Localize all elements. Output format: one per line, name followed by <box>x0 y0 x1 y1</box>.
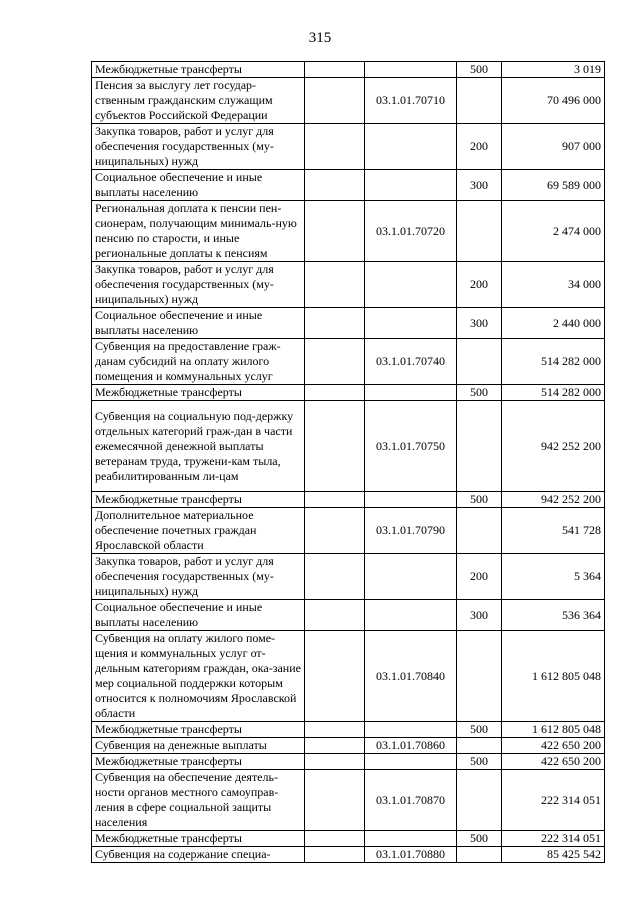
row-code: 03.1.01.70870 <box>365 770 457 831</box>
row-type: 200 <box>457 262 502 308</box>
row-section <box>305 201 365 262</box>
row-section <box>305 631 365 722</box>
row-type: 300 <box>457 600 502 631</box>
row-amount: 514 282 000 <box>502 339 605 385</box>
table-row <box>92 508 605 554</box>
row-code: 03.1.01.70750 <box>365 401 457 492</box>
table-row <box>92 201 605 262</box>
row-amount: 69 589 000 <box>502 170 605 201</box>
table-row <box>92 124 605 170</box>
row-type <box>457 201 502 262</box>
table-row <box>92 722 605 738</box>
row-name: Межбюджетные трансферты <box>92 754 305 770</box>
row-section <box>305 847 365 863</box>
row-amount: 514 282 000 <box>502 385 605 401</box>
row-name: Межбюджетные трансферты <box>92 385 305 401</box>
row-name: Закупка товаров, работ и услуг для обеспечения государственных (му-ниципальных) нужд <box>92 262 305 308</box>
row-section <box>305 170 365 201</box>
row-name: Субвенция на обеспечение деятель-ности органов местного самоуправ-ления в сфере социальной защиты населения <box>92 770 305 831</box>
row-name: Социальное обеспечение и иные выплаты населению <box>92 600 305 631</box>
row-code: 03.1.01.70860 <box>365 738 457 754</box>
row-type: 500 <box>457 385 502 401</box>
row-amount: 2 474 000 <box>502 201 605 262</box>
row-amount: 85 425 542 <box>502 847 605 863</box>
row-section <box>305 262 365 308</box>
table-row <box>92 631 605 722</box>
row-name: Дополнительное материальное обеспечение почетных граждан Ярославской области <box>92 508 305 554</box>
row-section <box>305 831 365 847</box>
row-code: 03.1.01.70740 <box>365 339 457 385</box>
row-code: 03.1.01.70840 <box>365 631 457 722</box>
row-section <box>305 401 365 492</box>
budget-table <box>91 61 605 863</box>
row-name: Социальное обеспечение и иные выплаты населению <box>92 170 305 201</box>
row-name: Межбюджетные трансферты <box>92 492 305 508</box>
table-row <box>92 262 605 308</box>
row-amount: 222 314 051 <box>502 831 605 847</box>
row-code: 03.1.01.70720 <box>365 201 457 262</box>
row-code <box>365 62 457 78</box>
row-name: Субвенция на предоставление граж-данам субсидий на оплату жилого помещения и коммунальных услуг <box>92 339 305 385</box>
row-section <box>305 722 365 738</box>
row-type <box>457 738 502 754</box>
row-name: Пенсия за выслугу лет государ-ственным гражданским служащим субъектов Российской Федерации <box>92 78 305 124</box>
table-row <box>92 62 605 78</box>
table-row <box>92 339 605 385</box>
row-amount: 34 000 <box>502 262 605 308</box>
row-code: 03.1.01.70710 <box>365 78 457 124</box>
table-row <box>92 600 605 631</box>
row-name: Межбюджетные трансферты <box>92 62 305 78</box>
row-name: Закупка товаров, работ и услуг для обеспечения государственных (му-ниципальных) нужд <box>92 124 305 170</box>
row-amount: 536 364 <box>502 600 605 631</box>
row-type: 500 <box>457 492 502 508</box>
row-type: 200 <box>457 124 502 170</box>
row-section <box>305 508 365 554</box>
table-row <box>92 738 605 754</box>
row-code <box>365 600 457 631</box>
row-section <box>305 754 365 770</box>
row-section <box>305 62 365 78</box>
row-section <box>305 124 365 170</box>
row-amount: 3 019 <box>502 62 605 78</box>
row-name: Субвенция на содержание специа- <box>92 847 305 863</box>
table-row <box>92 492 605 508</box>
row-type: 300 <box>457 308 502 339</box>
table-row <box>92 385 605 401</box>
row-type <box>457 339 502 385</box>
row-type <box>457 401 502 492</box>
row-code <box>365 492 457 508</box>
row-type <box>457 631 502 722</box>
row-section <box>305 554 365 600</box>
row-type: 300 <box>457 170 502 201</box>
table-row <box>92 847 605 863</box>
row-code: 03.1.01.70790 <box>365 508 457 554</box>
row-amount: 2 440 000 <box>502 308 605 339</box>
table-row <box>92 401 605 492</box>
table-row <box>92 554 605 600</box>
row-section <box>305 385 365 401</box>
row-name: Межбюджетные трансферты <box>92 722 305 738</box>
row-code <box>365 170 457 201</box>
row-amount: 907 000 <box>502 124 605 170</box>
row-type: 200 <box>457 554 502 600</box>
row-code <box>365 308 457 339</box>
row-amount: 422 650 200 <box>502 738 605 754</box>
row-name: Закупка товаров, работ и услуг для обеспечения государственных (му-ниципальных) нужд <box>92 554 305 600</box>
row-type <box>457 508 502 554</box>
table-row <box>92 831 605 847</box>
row-type <box>457 847 502 863</box>
row-amount: 422 650 200 <box>502 754 605 770</box>
row-name: Субвенция на социальную под-держку отдельных категорий граж-дан в части ежемесячной денежной выплаты ветеранам труда, тружени-кам тыла, реабилитированным ли-цам <box>92 401 305 492</box>
page-number: 315 <box>308 30 332 46</box>
row-type: 500 <box>457 831 502 847</box>
table-row <box>92 78 605 124</box>
row-section <box>305 600 365 631</box>
row-amount: 1 612 805 048 <box>502 722 605 738</box>
row-amount: 5 364 <box>502 554 605 600</box>
row-name: Субвенция на денежные выплаты <box>92 738 305 754</box>
row-section <box>305 770 365 831</box>
row-code <box>365 124 457 170</box>
row-amount: 1 612 805 048 <box>502 631 605 722</box>
row-code <box>365 722 457 738</box>
row-amount: 222 314 051 <box>502 770 605 831</box>
row-section <box>305 308 365 339</box>
row-amount: 942 252 200 <box>502 401 605 492</box>
row-section <box>305 738 365 754</box>
row-code: 03.1.01.70880 <box>365 847 457 863</box>
budget-table-body <box>92 62 605 863</box>
row-section <box>305 492 365 508</box>
row-name: Региональная доплата к пенсии пен-сионерам, получающим минималь-ную пенсию по старости, и иные региональные доплаты к пенсиям <box>92 201 305 262</box>
row-section <box>305 339 365 385</box>
table-row <box>92 170 605 201</box>
row-name: Субвенция на оплату жилого поме-щения и коммунальных услуг от-дельным категориям граждан, ока-зание мер социальной поддержки которым относится к полномочиям Ярославской области <box>92 631 305 722</box>
row-section <box>305 78 365 124</box>
row-amount: 942 252 200 <box>502 492 605 508</box>
table-row <box>92 754 605 770</box>
row-code <box>365 831 457 847</box>
row-name: Социальное обеспечение и иные выплаты населению <box>92 308 305 339</box>
row-code <box>365 262 457 308</box>
row-type <box>457 78 502 124</box>
row-code <box>365 385 457 401</box>
row-type: 500 <box>457 754 502 770</box>
row-amount: 541 728 <box>502 508 605 554</box>
row-type: 500 <box>457 722 502 738</box>
row-code <box>365 554 457 600</box>
row-code <box>365 754 457 770</box>
row-type <box>457 770 502 831</box>
row-name: Межбюджетные трансферты <box>92 831 305 847</box>
row-amount: 70 496 000 <box>502 78 605 124</box>
row-type: 500 <box>457 62 502 78</box>
table-row <box>92 308 605 339</box>
table-row <box>92 770 605 831</box>
